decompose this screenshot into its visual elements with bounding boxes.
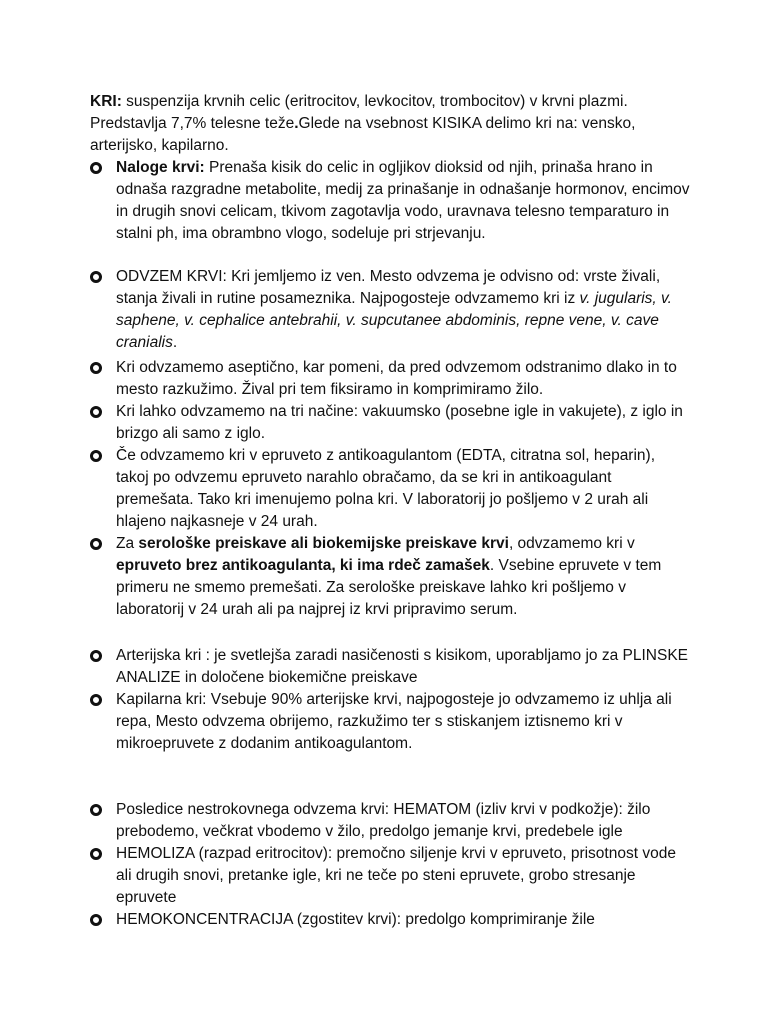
list-item-arterijska xyxy=(90,645,690,689)
bullet-icon xyxy=(90,914,102,926)
aseptic-text: Kri odvzamemo aseptično, kar pomeni, da pred odvzemom odstranimo dlako in to mesto razkužimo. Žival pri tem fiksiramo in komprimiramo žilo. xyxy=(116,359,677,398)
bullet-icon xyxy=(90,362,102,374)
list-item-aseptic xyxy=(90,357,690,401)
list-item-odvzem xyxy=(90,266,690,354)
kapilarna-text: Kapilarna kri: Vsebuje 90% arterijske krvi, najpogosteje jo odvzamemo iz uhlja ali repa, Mesto odvzema obrijemo, razkužimo ter s stiskanjem iztisnemo kri v mikroepruvete z dodanim antikoagulantom. xyxy=(116,691,672,752)
hemoliza-text: HEMOLIZA (razpad eritrocitov): premočno siljenje krvi v epruveto, prisotnost vode ali drugih snovi, pretanke igle, kri ne teče po steni epruvete, grobo stresanje epruvete xyxy=(116,845,676,906)
posledice-text: Posledice nestrokovnega odvzema krvi: HEMATOM (izliv krvi v podkožje): žilo prebodemo, večkrat vbodemo v žilo, predolgo jemanje krvi, predebele igle xyxy=(116,801,651,840)
seroloske-post: . Vsebine epruvete v tem primeru ne smemo premešati. Za serološke preiskave lahko kri pošljemo v laboratorij v 24 urah ali pa najprej iz krvi pripravimo serum. xyxy=(116,557,662,618)
list-item-naloge xyxy=(90,157,690,245)
odvzem-end: . xyxy=(172,334,178,351)
kri-label: KRI: xyxy=(90,93,122,110)
seroloske-pre: Za xyxy=(116,535,139,552)
naloge-label: Naloge krvi: xyxy=(116,159,205,176)
list-item-hemokoncentracija xyxy=(90,909,690,931)
intro-dot: . xyxy=(294,115,299,132)
bullet-icon xyxy=(90,804,102,816)
intro-text-2: Glede na vsebnost KISIKA delimo kri na: vensko, arterijsko, kapilarno. xyxy=(90,115,636,154)
odvzem-text: ODVZEM KRVI: Kri jemljemo iz ven. Mesto odvzema je odvisno od: vrste živali, stanja živali in rutine posameznika. Najpogosteje odvzamemo kri iz xyxy=(116,268,661,307)
bullet-icon xyxy=(90,162,102,174)
seroloske-bold-2: epruveto brez antikoagulanta, ki ima rdeč zamašek xyxy=(116,557,490,574)
bullet-icon xyxy=(90,271,102,283)
bullet-icon xyxy=(90,694,102,706)
bullet-icon xyxy=(90,848,102,860)
arterijska-text: Arterijska kri : je svetlejša zaradi nasičenosti s kisikom, uporabljamo jo za PLINSKE ANALIZE in določene biokemične preiskave xyxy=(116,647,689,686)
bullet-icon xyxy=(90,450,102,462)
list-item-seroloske xyxy=(90,533,690,621)
list-item-antikoagulant xyxy=(90,445,690,533)
bullet-icon xyxy=(90,538,102,550)
intro-paragraph xyxy=(90,91,690,157)
bullet-icon xyxy=(90,650,102,662)
antikoagulant-text: Če odvzamemo kri v epruveto z antikoagulantom (EDTA, citratna sol, heparin), takoj po odvzemu epruveto narahlo obračamo, da se kri in antikoagulant premešata. Tako kri imenujemo polna kri. V laboratorij jo pošljemo v 2 urah ali hlajeno najkasneje v 24 urah. xyxy=(116,447,656,530)
list-item-kapilarna xyxy=(90,689,690,755)
list-item-hemoliza xyxy=(90,843,690,909)
list-item-nacini xyxy=(90,401,690,445)
odvzem-veins: v. jugularis, v. saphene, v. cephalice antebrahii, v. supcutanee abdominis, repne vene, v. cave cranialis xyxy=(116,290,672,351)
list-item-posledice xyxy=(90,799,690,843)
naloge-text: Prenaša kisik do celic in ogljikov dioksid od njih, prinaša hrano in odnaša razgradne metabolite, medij za prinašanje in odnašanje hormonov, encimov in drugih snovi celicam, tkivom zagotavlja vodo, uravnava telesno temparaturo in stalni ph, ima obrambno vlogo, sodeluje pri strjevanju. xyxy=(116,159,690,242)
bullet-icon xyxy=(90,406,102,418)
nacini-text: Kri lahko odvzamemo na tri načine: vakuumsko (posebne igle in vakujete), z iglo in brizgo ali samo z iglo. xyxy=(116,403,683,442)
seroloske-bold-1: serološke preiskave ali biokemijske preiskave krvi xyxy=(138,535,509,552)
hemokoncentracija-text: HEMOKONCENTRACIJA (zgostitev krvi): predolgo komprimiranje žile xyxy=(116,911,595,928)
seroloske-mid: , odvzamemo kri v xyxy=(508,535,635,552)
intro-text-1: suspenzija krvnih celic (eritrocitov, levkocitov, trombocitov) v krvni plazmi. Predstavlja 7,7% telesne teže xyxy=(90,93,628,132)
